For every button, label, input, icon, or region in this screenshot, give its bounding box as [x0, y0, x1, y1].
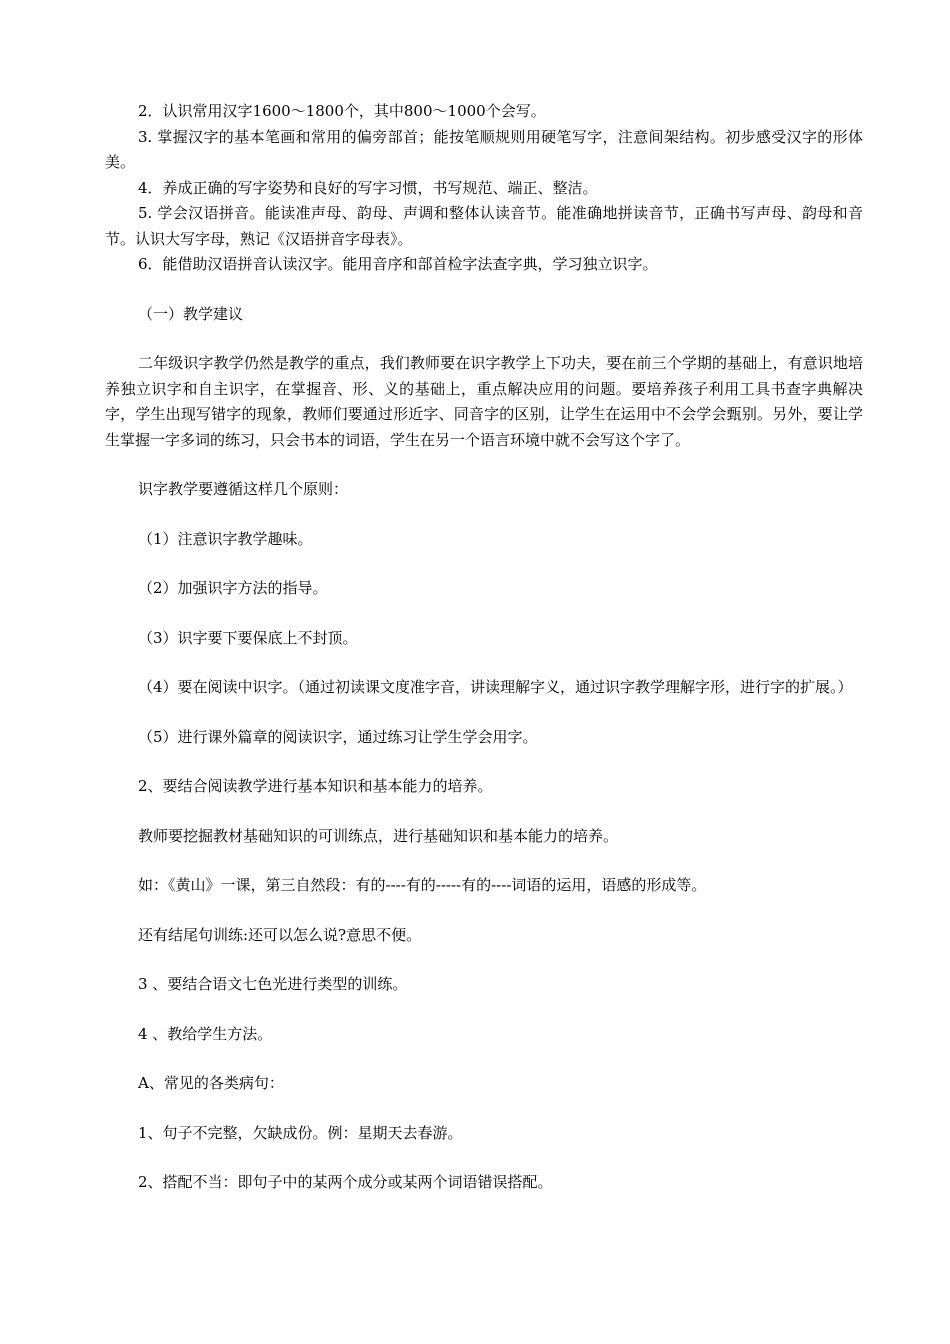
section-heading-teaching-suggestions: （一）教学建议: [138, 304, 244, 323]
paragraph-goal-2: 2．认识常用汉字1600～1800个，其中800～1000个会写。: [138, 102, 546, 120]
list-item-principle-4: （4）要在阅读中识字。（通过初读课文度准字音，讲读理解字义，通过识字教学理解字形，进行字的扩展。）: [138, 678, 853, 696]
paragraph-principles-intro: 识字教学要遵循这样几个原则：: [138, 480, 349, 498]
paragraph-example-huangshan: 如：《黄山》一课，第三自然段：有的----有的-----有的----词语的运用，语感的形成等。: [138, 876, 707, 894]
list-item-error-2: 2、搭配不当：即句子中的某两个成分或某两个词语错误搭配。: [138, 1173, 553, 1191]
paragraph-ending-sentence: 还有结尾句训练:还可以怎么说?意思不便。: [138, 925, 422, 944]
paragraph-goal-5: 5. 学会汉语拼音。能读准声母、韵母、声调和整体认读音节。能准确地拼读音节，正确书写声母、韵母和音节。认识大写字母，熟记《汉语拼音字母表》。: [105, 204, 863, 248]
list-item-principle-5: （5）进行课外篇章的阅读识字，通过练习让学生学会用字。: [138, 727, 538, 746]
paragraph-common-errors: A、常见的各类病句：: [138, 1074, 284, 1092]
document-body: [105, 99, 863, 1196]
paragraph-goal-6: 6．能借助汉语拼音认读汉字。能用音序和部首检字法查字典，学习独立识字。: [138, 255, 658, 273]
list-item-principle-3: （3）识字要下要保底上不封顶。: [138, 628, 358, 647]
paragraph-training-points: 教师要挖掘教材基础知识的可训练点，进行基础知识和基本能力的培养。: [138, 826, 619, 845]
paragraph-literacy-focus: 二年级识字教学仍然是教学的重点，我们教师要在识字教学上下功夫，要在前三个学期的基础上，有意识地培养独立识字和自主识字，在掌握音、形、义的基础上，重点解决应用的问题。要培养孩子利用工具书查字典解决字，学生出现写错字的现象，教师们要通过形近字、同音字的区别，让学生在运用中不会学会甄别。另外，要让学生掌握一字多词的练习，只会书本的词语，学生在另一个语言环境中就不会写这个字了。: [105, 354, 863, 449]
list-item-principle-2: （2）加强识字方法的指导。: [138, 579, 328, 597]
paragraph-goal-4: 4．养成正确的写字姿势和良好的写字习惯，书写规范、端正、整洁。: [138, 178, 598, 197]
list-item-error-1: 1、句子不完整，欠缺成份。例：星期天去春游。: [138, 1123, 463, 1142]
paragraph-point-2: 2、要结合阅读教学进行基本知识和基本能力的培养。: [138, 777, 493, 795]
list-item-principle-1: （1）注意识字教学趣味。: [138, 529, 313, 548]
paragraph-goal-3: 3. 掌握汉字的基本笔画和常用的偏旁部首；能按笔顺规则用硬笔写字，注意间架结构。初步感受汉字的形体美。: [105, 127, 863, 171]
paragraph-point-3: 3 、要结合语文七色光进行类型的训练。: [138, 975, 408, 993]
paragraph-point-4: 4 、教给学生方法。: [138, 1024, 273, 1043]
